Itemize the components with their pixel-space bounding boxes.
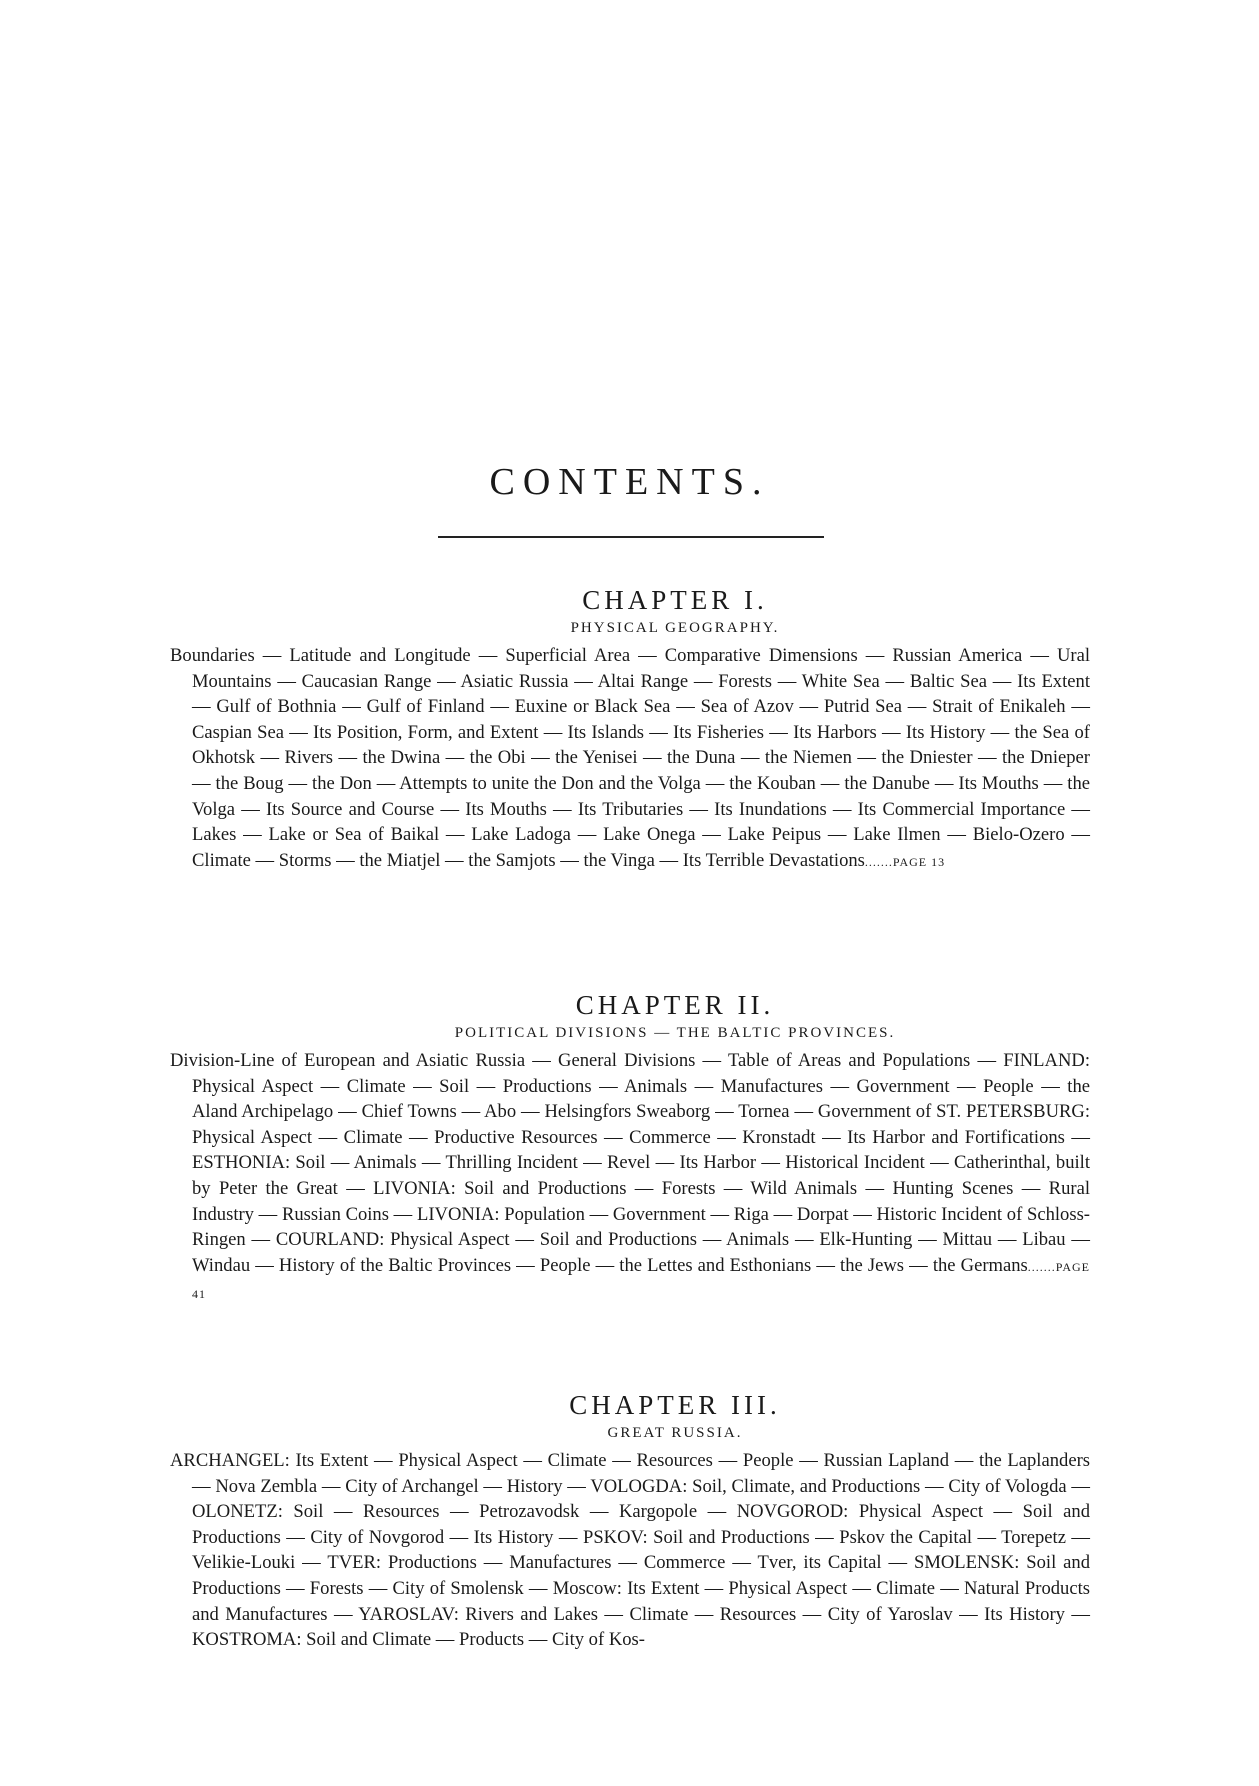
chapter-heading: CHAPTER I. [582, 585, 768, 615]
chapter-2 [170, 990, 1090, 1308]
chapter-summary [170, 1448, 1090, 1655]
chapter-summary-text: Division-Line of European and Asiatic Russia — General Divisions — Table of Areas and Populations — FINLAND: Physical Aspect — Climate — Soil — Productions — Animals — Manufactures — Government — People — the Aland Archipelago — Chief Towns — Abo — Helsingfors Sweaborg — Tornea — Government of ST. PETERSBURG: Physical Aspect — Climate — Productive Resources — Commerce — Kronstadt — Its Harbor and Fortifications — ESTHONIA: Soil — Animals — Thrilling Incident — Revel — Its Harbor — Historical Incident — Catherinthal, built by Peter the Great — LIVONIA: Soil and Productions — Forests — Wild Animals — Hunting Scenes — Rural Industry — Russian Coins — LIVONIA: Population — Government — Riga — Dorpat — Historic Incident of Schloss-Ringen — COURLAND: Physical Aspect — Soil and Productions — Animals — Elk-Hunting — Mittau — Libau — Windau — History of the Baltic Provinces — People — the Lettes and Esthonians — the Jews — the Germans [170, 1050, 1090, 1276]
chapter-subtitle: GREAT RUSSIA. [607, 1425, 743, 1441]
contents-title: CONTENTS. [489, 461, 770, 504]
chapter-1 [170, 585, 1090, 875]
chapter-summary-text: Boundaries — Latitude and Longitude — Superficial Area — Comparative Dimensions — Russian America — Ural Mountains — Caucasian Range — Asiatic Russia — Altai Range — Forests — White Sea — Baltic Sea — Its Extent — Gulf of Bothnia — Gulf of Finland — Euxine or Black Sea — Sea of Azov — Putrid Sea — Strait of Enikaleh — Caspian Sea — Its Position, Form, and Extent — Its Islands — Its Fisheries — Its Harbors — Its History — the Sea of Okhotsk — Rivers — the Dwina — the Obi — the Yenisei — the Duna — the Niemen — the Dniester — the Dnieper — the Boug — the Don — Attempts to unite the Don and the Volga — the Kouban — the Danube — Its Mouths — the Volga — Its Source and Course — Its Mouths — Its Tributaries — Its Inundations — Its Commercial Importance — Lakes — Lake or Sea of Baikal — Lake Ladoga — Lake Onega — Lake Peipus — Lake Ilmen — Bielo-Ozero — Climate — Storms — the Miatjel — the Samjots — the Vinga — Its Terrible Devastations [170, 645, 1090, 871]
chapter-3 [170, 1390, 1090, 1655]
chapter-subtitle: PHYSICAL GEOGRAPHY. [570, 620, 780, 636]
chapter-summary [170, 1048, 1090, 1308]
chapter-summary [170, 643, 1090, 875]
chapter-heading: CHAPTER II. [575, 990, 775, 1020]
chapter-subtitle: POLITICAL DIVISIONS — THE BALTIC PROVINCES. [454, 1025, 896, 1041]
page-reference: .......PAGE 41 [192, 1259, 1090, 1302]
title-divider [438, 536, 824, 538]
chapter-summary-text: ARCHANGEL: Its Extent — Physical Aspect — Climate — Resources — People — Russian Lapland — the Laplanders — Nova Zembla — City of Archangel — History — VOLOGDA: Soil, Climate, and Productions — City of Vologda — OLONETZ: Soil — Resources — Petrozavodsk — Kargopole — NOVGOROD: Physical Aspect — Soil and Productions — City of Novgorod — Its History — PSKOV: Soil and Productions — Pskov the Capital — Torepetz — Velikie-Louki — TVER: Productions — Manufactures — Commerce — Tver, its Capital — SMOLENSK: Soil and Productions — Forests — City of Smolensk — Moscow: Its Extent — Physical Aspect — Climate — Natural Products and Manufactures — YAROSLAV: Rivers and Lakes — Climate — Resources — City of Yaroslav — Its History — KOSTROMA: Soil and Climate — Products — City of Kos- [170, 1450, 1090, 1651]
chapter-heading: CHAPTER III. [569, 1390, 781, 1420]
page-reference: .......PAGE 13 [864, 854, 946, 869]
